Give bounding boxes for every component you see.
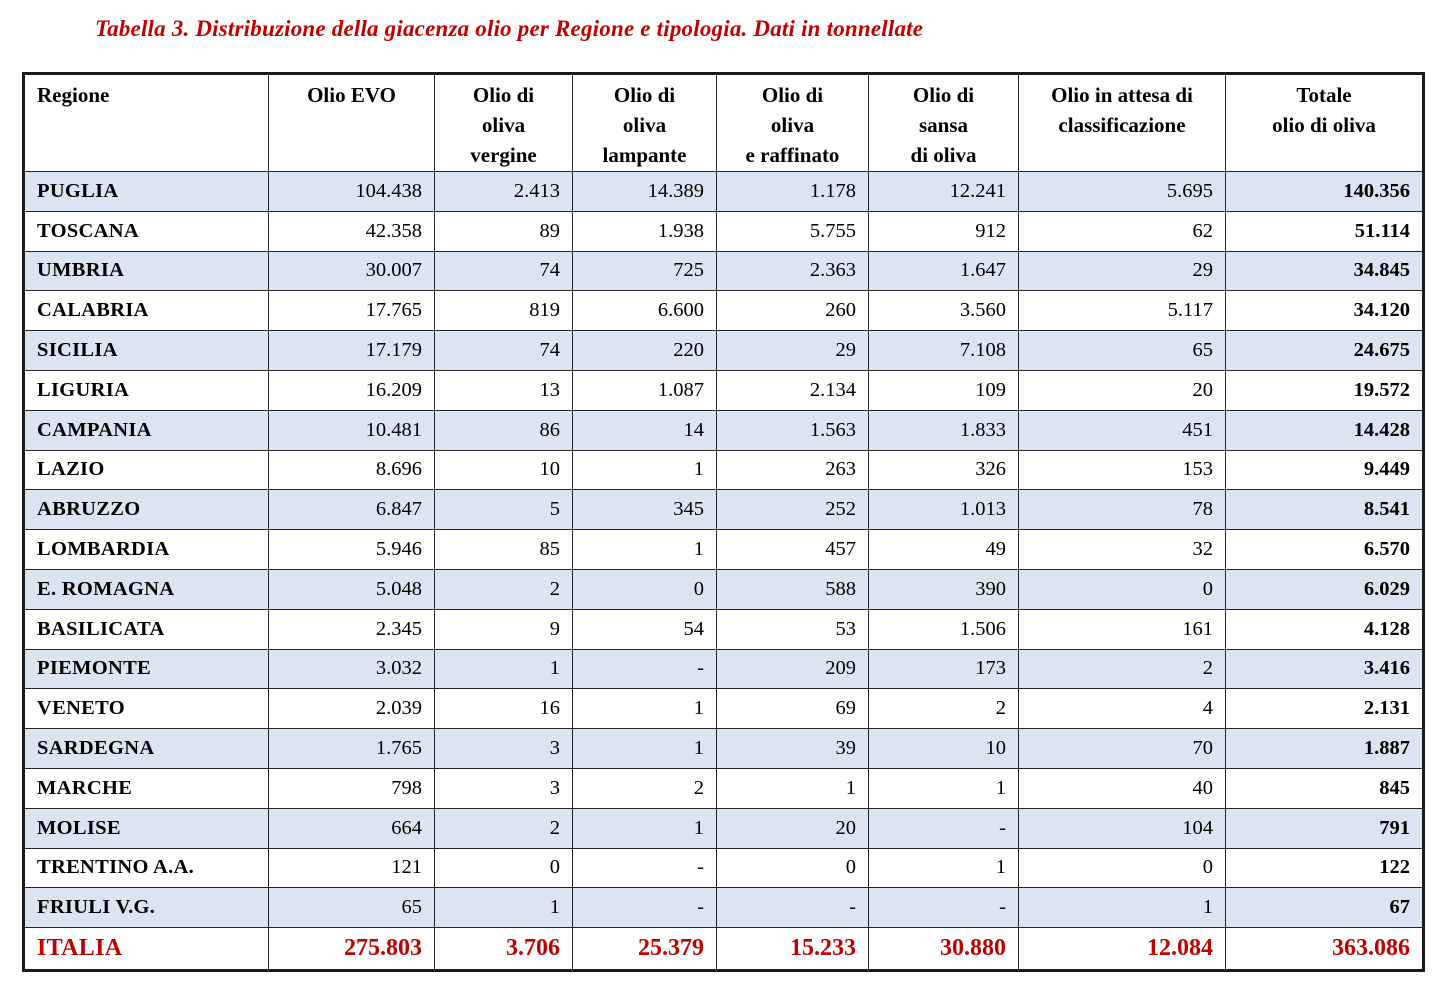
value-cell: 1.178	[717, 172, 869, 212]
row-total-cell: 3.416	[1226, 649, 1424, 689]
value-cell: 109	[869, 370, 1019, 410]
value-cell: 2.345	[269, 609, 435, 649]
header-line: Olio EVO	[307, 83, 396, 107]
row-total-cell: 363.086	[1226, 928, 1424, 971]
value-cell: 42.358	[269, 211, 435, 251]
header-line: vergine	[470, 143, 537, 167]
value-cell: 17.179	[269, 331, 435, 371]
value-cell: 345	[573, 490, 717, 530]
table-row	[24, 211, 1424, 251]
header-line: Olio di	[472, 83, 535, 107]
value-cell: 86	[435, 410, 573, 450]
value-cell: 20	[717, 808, 869, 848]
region-cell: SARDEGNA	[24, 729, 269, 769]
header-cell	[717, 74, 869, 172]
value-cell: 30.880	[869, 928, 1019, 971]
value-cell: 49	[869, 530, 1019, 570]
value-cell: 17.765	[269, 291, 435, 331]
value-cell: 74	[435, 331, 573, 371]
value-cell: 12.241	[869, 172, 1019, 212]
value-cell: 9	[435, 609, 573, 649]
region-cell: ABRUZZO	[24, 490, 269, 530]
table-row	[24, 689, 1424, 729]
row-total-cell: 845	[1226, 768, 1424, 808]
value-cell: 4	[1019, 689, 1226, 729]
table-row	[24, 490, 1424, 530]
value-cell: 54	[573, 609, 717, 649]
value-cell: 8.696	[269, 450, 435, 490]
table-row	[24, 450, 1424, 490]
value-cell: 5.755	[717, 211, 869, 251]
value-cell: 65	[269, 888, 435, 928]
value-cell: 6.847	[269, 490, 435, 530]
value-cell: 1	[573, 808, 717, 848]
header-cell	[269, 74, 435, 172]
value-cell: 0	[1019, 569, 1226, 609]
value-cell: 39	[717, 729, 869, 769]
table-row	[24, 609, 1424, 649]
row-total-cell: 791	[1226, 808, 1424, 848]
value-cell: 1.938	[573, 211, 717, 251]
region-cell: FRIULI V.G.	[24, 888, 269, 928]
value-cell: 2	[1019, 649, 1226, 689]
region-cell: MARCHE	[24, 768, 269, 808]
value-cell: 1.765	[269, 729, 435, 769]
value-cell: 2.413	[435, 172, 573, 212]
value-cell: 2.039	[269, 689, 435, 729]
value-cell: 2	[435, 808, 573, 848]
header-cell	[869, 74, 1019, 172]
value-cell: 588	[717, 569, 869, 609]
value-cell: 15.233	[717, 928, 869, 971]
value-cell: 2.134	[717, 370, 869, 410]
value-cell: 5	[435, 490, 573, 530]
giacenza-table	[22, 72, 1425, 972]
value-cell: 1	[869, 848, 1019, 888]
value-cell: -	[869, 808, 1019, 848]
header-line: classificazione	[1058, 113, 1186, 137]
region-cell: CALABRIA	[24, 291, 269, 331]
value-cell: 3.560	[869, 291, 1019, 331]
table-row	[24, 291, 1424, 331]
table-row	[24, 370, 1424, 410]
value-cell: 1	[435, 649, 573, 689]
row-total-cell: 8.541	[1226, 490, 1424, 530]
header-line: Olio in attesa di	[1051, 83, 1193, 107]
value-cell: 1	[573, 689, 717, 729]
row-total-cell: 140.356	[1226, 172, 1424, 212]
header-line: di oliva	[910, 143, 977, 167]
header-cell	[1226, 74, 1424, 172]
value-cell: 2	[869, 689, 1019, 729]
value-cell: 275.803	[269, 928, 435, 971]
value-cell: 1	[717, 768, 869, 808]
table-row	[24, 251, 1424, 291]
value-cell: 153	[1019, 450, 1226, 490]
value-cell: 69	[717, 689, 869, 729]
value-cell: 161	[1019, 609, 1226, 649]
header-line: Olio di	[613, 83, 676, 107]
value-cell: 260	[717, 291, 869, 331]
value-cell: 1.647	[869, 251, 1019, 291]
value-cell: 1.506	[869, 609, 1019, 649]
region-cell: LAZIO	[24, 450, 269, 490]
row-total-cell: 19.572	[1226, 370, 1424, 410]
row-total-cell: 24.675	[1226, 331, 1424, 371]
value-cell: 10.481	[269, 410, 435, 450]
value-cell: -	[573, 848, 717, 888]
value-cell: 819	[435, 291, 573, 331]
table-row	[24, 729, 1424, 769]
value-cell: 1	[573, 450, 717, 490]
table-row	[24, 331, 1424, 371]
value-cell: 65	[1019, 331, 1226, 371]
value-cell: 6.600	[573, 291, 717, 331]
header-cell	[435, 74, 573, 172]
value-cell: 14	[573, 410, 717, 450]
value-cell: 209	[717, 649, 869, 689]
table-row	[24, 410, 1424, 450]
value-cell: 0	[1019, 848, 1226, 888]
header-line: lampante	[602, 143, 687, 167]
region-cell: TOSCANA	[24, 211, 269, 251]
value-cell: 7.108	[869, 331, 1019, 371]
table-body	[24, 172, 1424, 971]
region-cell: MOLISE	[24, 808, 269, 848]
value-cell: 1.087	[573, 370, 717, 410]
value-cell: 12.084	[1019, 928, 1226, 971]
region-cell: E. ROMAGNA	[24, 569, 269, 609]
value-cell: -	[717, 888, 869, 928]
value-cell: 70	[1019, 729, 1226, 769]
table-row	[24, 808, 1424, 848]
header-cell	[573, 74, 717, 172]
row-total-cell: 6.029	[1226, 569, 1424, 609]
value-cell: 173	[869, 649, 1019, 689]
row-total-cell: 1.887	[1226, 729, 1424, 769]
value-cell: 0	[573, 569, 717, 609]
value-cell: 1	[435, 888, 573, 928]
table-row	[24, 569, 1424, 609]
value-cell: 2.363	[717, 251, 869, 291]
row-total-cell: 34.845	[1226, 251, 1424, 291]
value-cell: -	[573, 649, 717, 689]
region-cell: LIGURIA	[24, 370, 269, 410]
header-cell	[24, 74, 269, 172]
value-cell: 25.379	[573, 928, 717, 971]
region-cell: VENETO	[24, 689, 269, 729]
table-row	[24, 172, 1424, 212]
value-cell: 457	[717, 530, 869, 570]
value-cell: 5.695	[1019, 172, 1226, 212]
header-line: e raffinato	[745, 143, 840, 167]
table-title: Tabella 3. Distribuzione della giacenza olio per Regione e tipologia. Dati in tonnellate	[95, 16, 924, 41]
region-cell: CAMPANIA	[24, 410, 269, 450]
value-cell: 3.032	[269, 649, 435, 689]
region-cell: ITALIA	[24, 928, 269, 971]
table-container	[22, 72, 1425, 972]
value-cell: 89	[435, 211, 573, 251]
region-cell: TRENTINO A.A.	[24, 848, 269, 888]
value-cell: 10	[869, 729, 1019, 769]
value-cell: 3	[435, 768, 573, 808]
value-cell: 451	[1019, 410, 1226, 450]
value-cell: 263	[717, 450, 869, 490]
table-row	[24, 530, 1424, 570]
header-cell	[1019, 74, 1226, 172]
value-cell: -	[573, 888, 717, 928]
row-total-cell: 2.131	[1226, 689, 1424, 729]
row-total-cell: 9.449	[1226, 450, 1424, 490]
value-cell: 74	[435, 251, 573, 291]
value-cell: 725	[573, 251, 717, 291]
table-row	[24, 848, 1424, 888]
region-cell: PUGLIA	[24, 172, 269, 212]
value-cell: 85	[435, 530, 573, 570]
header-line: Regione	[37, 83, 110, 107]
row-total-cell: 6.570	[1226, 530, 1424, 570]
header-row	[24, 74, 1424, 172]
header-line: oliva	[622, 113, 667, 137]
value-cell: 13	[435, 370, 573, 410]
value-cell: 104	[1019, 808, 1226, 848]
value-cell: 29	[1019, 251, 1226, 291]
value-cell: 798	[269, 768, 435, 808]
region-cell: LOMBARDIA	[24, 530, 269, 570]
value-cell: 1	[573, 729, 717, 769]
value-cell: 16.209	[269, 370, 435, 410]
value-cell: 912	[869, 211, 1019, 251]
value-cell: 62	[1019, 211, 1226, 251]
value-cell: 5.117	[1019, 291, 1226, 331]
value-cell: 16	[435, 689, 573, 729]
value-cell: 29	[717, 331, 869, 371]
value-cell: 390	[869, 569, 1019, 609]
row-total-cell: 51.114	[1226, 211, 1424, 251]
header-line: oliva	[481, 113, 526, 137]
value-cell: 220	[573, 331, 717, 371]
value-cell: 3.706	[435, 928, 573, 971]
table-row	[24, 649, 1424, 689]
value-cell: 104.438	[269, 172, 435, 212]
value-cell: 0	[435, 848, 573, 888]
value-cell: 1	[869, 768, 1019, 808]
value-cell: 10	[435, 450, 573, 490]
value-cell: 30.007	[269, 251, 435, 291]
header-line: olio di oliva	[1272, 113, 1376, 137]
value-cell: 53	[717, 609, 869, 649]
value-cell: 252	[717, 490, 869, 530]
header-line: Totale	[1296, 83, 1352, 107]
value-cell: 32	[1019, 530, 1226, 570]
value-cell: 14.389	[573, 172, 717, 212]
header-line: Olio di	[761, 83, 824, 107]
row-total-cell: 67	[1226, 888, 1424, 928]
value-cell: 1.833	[869, 410, 1019, 450]
region-cell: BASILICATA	[24, 609, 269, 649]
value-cell: 2	[573, 768, 717, 808]
row-total-cell: 122	[1226, 848, 1424, 888]
value-cell: 78	[1019, 490, 1226, 530]
table-row	[24, 888, 1424, 928]
table-row	[24, 768, 1424, 808]
value-cell: 40	[1019, 768, 1226, 808]
header-line: Olio di	[912, 83, 975, 107]
table-header	[24, 74, 1424, 172]
region-cell: PIEMONTE	[24, 649, 269, 689]
value-cell: 1	[573, 530, 717, 570]
header-line: sansa	[918, 113, 969, 137]
region-cell: UMBRIA	[24, 251, 269, 291]
value-cell: 1.563	[717, 410, 869, 450]
value-cell: 664	[269, 808, 435, 848]
value-cell: 1	[1019, 888, 1226, 928]
value-cell: 20	[1019, 370, 1226, 410]
value-cell: 5.946	[269, 530, 435, 570]
value-cell: 1.013	[869, 490, 1019, 530]
value-cell: 2	[435, 569, 573, 609]
value-cell: 326	[869, 450, 1019, 490]
header-line: oliva	[770, 113, 815, 137]
value-cell: 121	[269, 848, 435, 888]
total-row	[24, 928, 1424, 971]
value-cell: 0	[717, 848, 869, 888]
region-cell: SICILIA	[24, 331, 269, 371]
row-total-cell: 34.120	[1226, 291, 1424, 331]
value-cell: 5.048	[269, 569, 435, 609]
row-total-cell: 4.128	[1226, 609, 1424, 649]
value-cell: 3	[435, 729, 573, 769]
value-cell: -	[869, 888, 1019, 928]
row-total-cell: 14.428	[1226, 410, 1424, 450]
